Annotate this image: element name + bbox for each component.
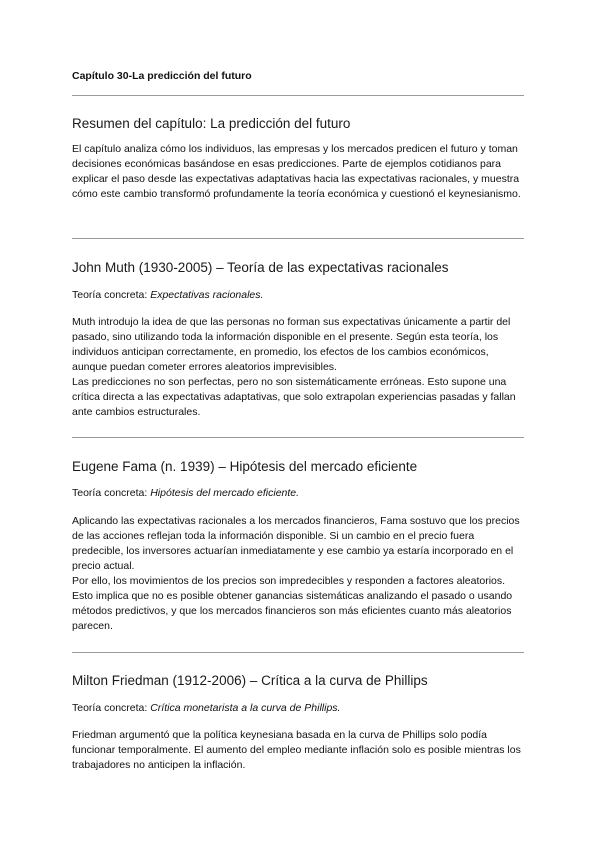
concept-label: Teoría concreta: <box>72 289 148 301</box>
paragraph: Muth introdujo la idea de que las personas no forman sus expectativas únicamente a partir del pasado, sino utilizando toda la información disponible en el presente. Según esta teoría, los individuos anticipan correctamente, en promedio, los efectos de los cambios económicos, aunque puedan cometer errores aleatorios imprevisibles. <box>72 316 511 373</box>
paragraph: Las predicciones no son perfectas, pero no son sistemáticamente erróneas. Esto supone una crítica directa a las expectativas adaptativas, que solo extrapolan experiencias pasadas y fallan ante cambios estructurales. <box>72 376 516 418</box>
section-heading-muth: John Muth (1930-2005) – Teoría de las expectativas racionales <box>72 260 449 275</box>
divider <box>72 652 524 653</box>
chapter-title: Capítulo 30-La predicción del futuro <box>72 70 252 82</box>
paragraph: Por ello, los movimientos de los precios son impredecibles y responden a factores aleatorios. Esto implica que no es posible obtener ganancias sistemáticas analizando el pasado o usando métodos predictivos, y que los mercados financieros son más eficientes cuanto más aleatorios parecen. <box>72 575 513 632</box>
concept-line-fama <box>72 487 299 499</box>
summary-paragraph <box>72 142 524 202</box>
paragraph: Friedman argumentó que la política keynesiana basada en la curva de Phillips solo podía funcionar temporalmente. El aumento del empleo mediante inflación solo es posible mientras los trabajadores no anticipen la inflación. <box>72 729 521 771</box>
section-heading-fama: Eugene Fama (n. 1939) – Hipótesis del mercado eficiente <box>72 459 418 474</box>
concept-value: Expectativas racionales. <box>150 289 264 301</box>
paragraph: Aplicando las expectativas racionales a los mercados financieros, Fama sostuvo que los precios de las acciones reflejan toda la información disponible. Si un cambio en el precio fuera predecible, los inversores actuarían inmediatamente y ese cambio ya estaría incorporado en el precio actual. <box>72 515 520 572</box>
concept-value: Crítica monetarista a la curva de Phillips. <box>150 702 341 714</box>
divider <box>72 437 524 438</box>
section-body-friedman <box>72 728 524 773</box>
summary-text: El capítulo analiza cómo los individuos, las empresas y los mercados predicen el futuro y toman decisiones económicas basándose en esas predicciones. Parte de ejemplos cotidianos para explicar el paso desde las expectativas adaptativas hacia las expectativas racionales, y muestra cómo este cambio transformó profundamente la teoría económica y cuestionó el keynesianismo. <box>72 143 521 200</box>
concept-value: Hipótesis del mercado eficiente. <box>150 487 300 499</box>
section-body-muth <box>72 315 524 420</box>
concept-line-friedman <box>72 702 340 714</box>
section-heading-friedman: Milton Friedman (1912-2006) – Crítica a la curva de Phillips <box>72 673 428 688</box>
divider <box>72 95 524 96</box>
summary-heading: Resumen del capítulo: La predicción del futuro <box>72 116 351 131</box>
divider <box>72 238 524 239</box>
concept-label: Teoría concreta: <box>72 487 148 499</box>
concept-label: Teoría concreta: <box>72 702 148 714</box>
concept-line-muth <box>72 289 263 301</box>
section-body-fama <box>72 514 524 634</box>
